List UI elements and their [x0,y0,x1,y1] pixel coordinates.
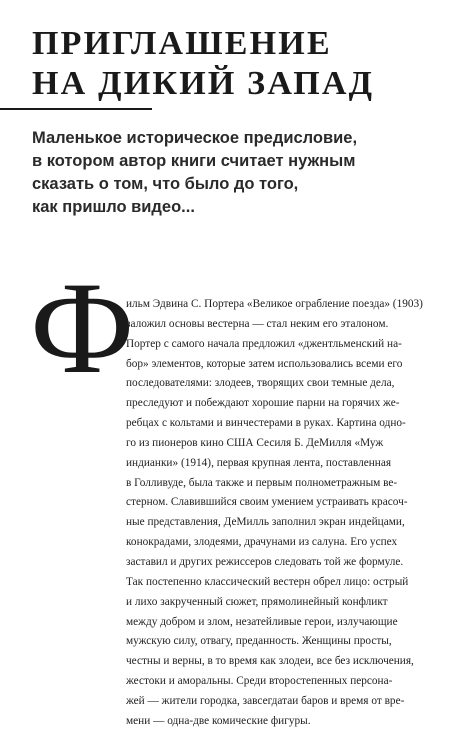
body-line: между добром и злом, незатейливые герои, излучающие [126,615,398,628]
chapter-title-line-1: ПРИГЛАШЕНИЕ [32,25,332,62]
title-divider [0,108,152,110]
subtitle-line: в котором автор книги считает нужным [32,152,356,170]
body-line: бор» элементов, которые затем использовались всеми его [126,357,403,370]
subtitle-line: сказать о том, что было до того, [32,175,299,193]
drop-cap: Ф [30,254,135,401]
body-line: ные представления, ДеМилль заполнил экран индейцами, [126,516,405,529]
body-line: и лихо закрученный сюжет, прямолинейный конфликт [126,595,388,608]
body-line: преследуют и побеждают хорошие парни на горячих же- [126,397,400,410]
body-line: стерном. Славившийся своим умением устраивать красоч- [126,496,408,509]
body-line: жестоки и аморальны. Среди второстепенных персона- [126,675,393,688]
body-line: конокрадами, злодеями, драчунами из салуна. Его успех [126,536,398,549]
subtitle-line: как пришло видео... [32,198,195,216]
body-line: ребцах с кольтами и винчестерами в руках. Картина одно- [126,417,406,430]
body-line: мени — одна-две комические фигуры. [126,714,311,727]
body-line: жей — жители городка, завсегдатаи баров и время от вре- [126,694,405,707]
chapter-title-line-2: НА ДИКИЙ ЗАПАД [32,65,375,102]
body-line: мужскую силу, отвагу, преданность. Женщины просты, [126,635,392,648]
body-line: Так постепенно классический вестерн обрел лицо: острый [126,575,409,588]
body-paragraph [126,295,431,732]
body-line: честны и верны, в то время как злодеи, все без исключения, [126,655,414,668]
body-line: Портер с самого начала предложил «джентльменский на- [126,337,402,350]
body-line: заложил основы вестерна — стал неким его эталоном. [126,317,389,330]
body-line: индианки» (1914), первая крупная лента, поставленная [126,456,392,469]
body-line: в Голливуде, была также и первым полнометражным ве- [126,476,398,489]
chapter-subtitle [32,127,442,219]
subtitle-line: Маленькое историческое предисловие, [32,129,358,147]
body-line: заставил и других режиссеров следовать той же формуле. [126,555,404,568]
chapter-title [32,24,442,104]
body-line: последователями: злодеев, творящих свои темные дела, [126,377,395,390]
body-line: го из пионеров кино США Сесиля Б. ДеМилля «Муж [126,436,384,449]
body-line: ильм Эдвина С. Портера «Великое ограбление поезда» (1903) [126,298,423,310]
